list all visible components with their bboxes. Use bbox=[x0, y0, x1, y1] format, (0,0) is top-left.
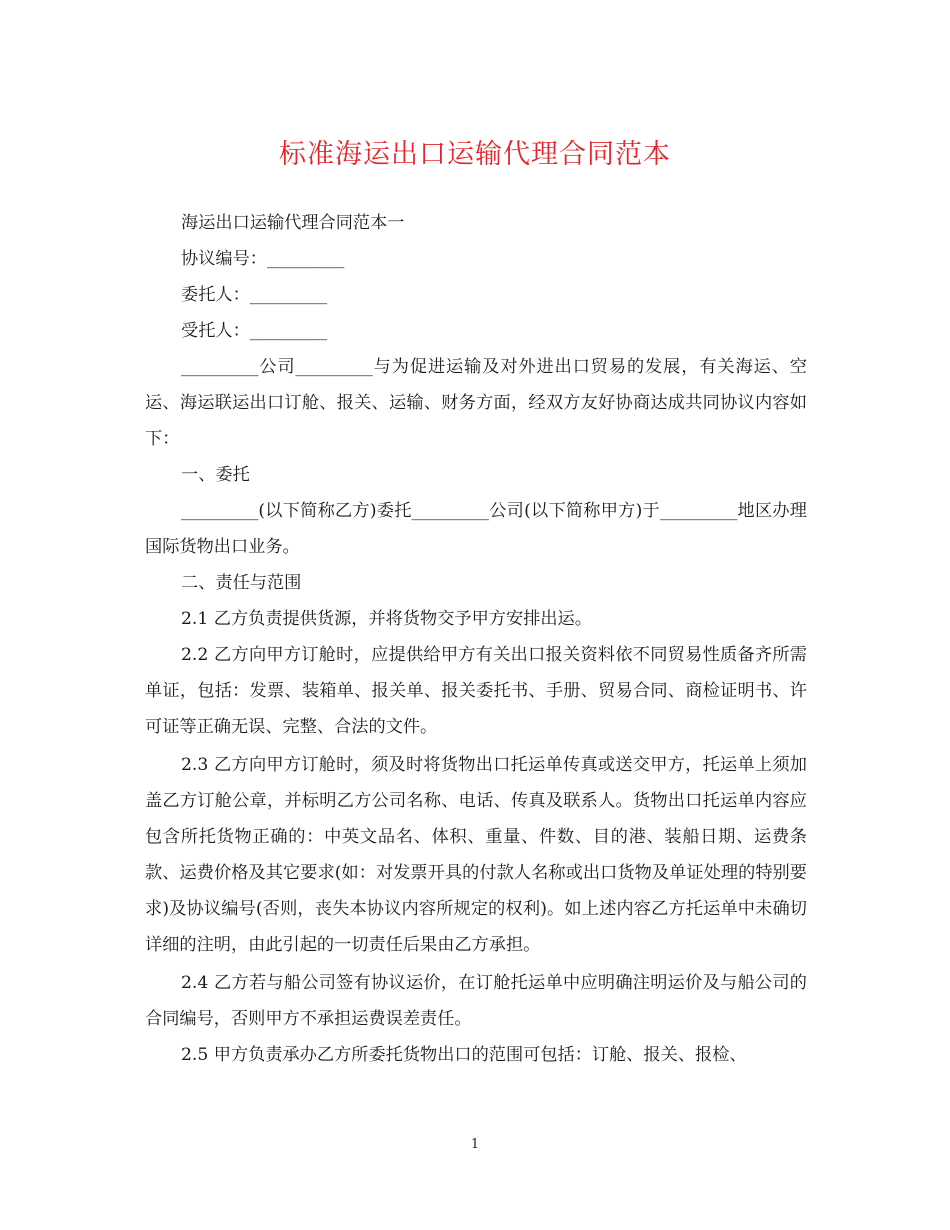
document-title: 标准海运出口运输代理合同范本 bbox=[279, 139, 671, 170]
document-body bbox=[145, 205, 807, 1073]
paragraph-subtitle: 海运出口运输代理合同范本一 bbox=[181, 213, 405, 233]
paragraph-agent: 受托人：_________ bbox=[181, 321, 328, 341]
clause-2-2: 2.2 乙方向甲方订舱时，应提供给甲方有关出口报关资料依不同贸易性质备齐所需单证，包括：发票、装箱单、报关单、报关委托书、手册、贸易合同、商检证明书、许可证等正确无误、完整、合法的文件。 bbox=[145, 645, 807, 737]
clause-2-5: 2.5 甲方负责承办乙方所委托货物出口的范围可包括：订舱、报关、报检、 bbox=[181, 1045, 747, 1065]
section-heading-entrustment: 一、委托 bbox=[181, 465, 250, 485]
paragraph-agreement-number: 协议编号：_________ bbox=[181, 249, 345, 269]
paragraph-preamble: _________公司_________与为促进运输及对外进出口贸易的发展，有关海运、空运、海运联运出口订舱、报关、运输、财务方面，经双方友好协商达成共同协议内容如下： bbox=[145, 357, 807, 449]
paragraph-principal: 委托人：_________ bbox=[181, 285, 328, 305]
clause-2-4: 2.4 乙方若与船公司签有协议运价，在订舱托运单中应明确注明运价及与船公司的合同编号，否则甲方不承担运费误差责任。 bbox=[145, 973, 807, 1029]
clause-2-3: 2.3 乙方向甲方订舱时，须及时将货物出口托运单传真或送交甲方，托运单上须加盖乙方订舱公章，并标明乙方公司名称、电话、传真及联系人。货物出口托运单内容应包含所托货物正确的：中英文品名、体积、重量、件数、目的港、装船日期、运费条款、运费价格及其它要求(如：对发票开具的付款人名称或出口货物及单证处理的特别要求)及协议编号(否则，丧失本协议内容所规定的权利)。如上述内容乙方托运单中未确切详细的注明，由此引起的一切责任后果由乙方承担。 bbox=[145, 755, 807, 955]
section-heading-responsibility: 二、责任与范围 bbox=[181, 573, 302, 593]
page-number: 1 bbox=[470, 1137, 480, 1152]
clause-2-1: 2.1 乙方负责提供货源，并将货物交予甲方安排出运。 bbox=[181, 609, 592, 629]
paragraph-entrustment: _________(以下简称乙方)委托_________公司(以下简称甲方)于_________地区办理国际货物出口业务。 bbox=[145, 501, 807, 557]
